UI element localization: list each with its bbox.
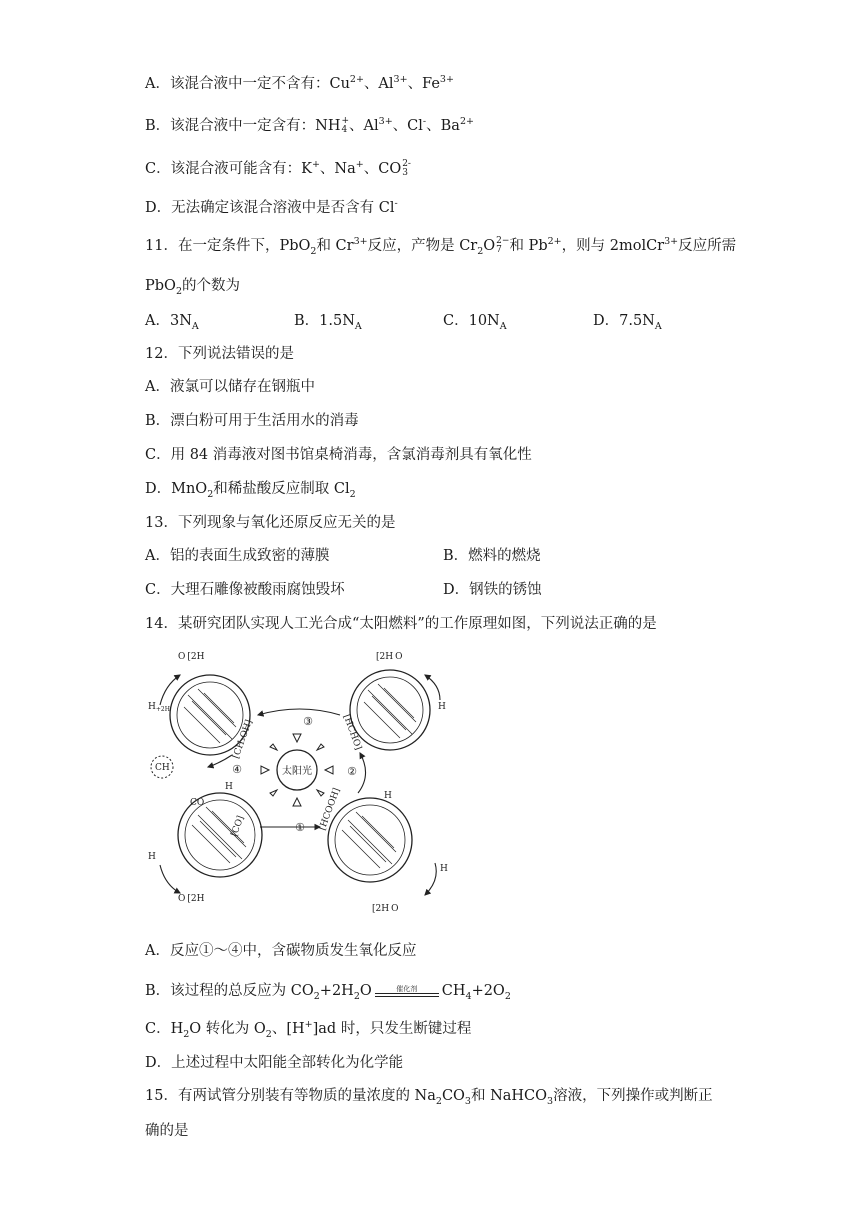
species-ch3oh: [CH₃OH] — [231, 718, 255, 761]
q14-option-a: A．反应①～④中，含碳物质发生氧化反应 — [145, 943, 417, 959]
catalyst-top-right — [350, 670, 430, 750]
q11-option-a: A．$3N_A$ — [145, 313, 199, 332]
co2-label: CO — [190, 798, 205, 808]
q13-option-c: C．大理石雕像被酸雨腐蚀毁坏 — [145, 582, 345, 598]
q10-option-d: D．无法确定该混合溶液中是否含有 Cl- — [145, 198, 398, 216]
q14-stem: 14．某研究团队实现人工光合成“太阳燃料”的工作原理如图，下列说法正确的是 — [145, 616, 657, 632]
q12-option-a: A．液氯可以储存在钢瓶中 — [145, 379, 315, 395]
h2o-label-4: H — [440, 864, 448, 874]
q11-option-b: B．$1.5N_A$ — [294, 313, 362, 332]
q13-option-d: D．钢铁的锈蚀 — [443, 582, 542, 598]
solar-fuel-diagram — [140, 645, 470, 920]
q10-option-a: A．该混合液中一定不含有：$Cu^{2+}$、$Al^{3+}$、$Fe^{3+}$ — [145, 74, 454, 92]
o2-h-label-4: [2H O — [372, 904, 399, 914]
q12-option-d: D．MnO$_2$和稀盐酸反应制取 $Cl_2$ — [145, 481, 356, 500]
sun-label: 太阳光 — [282, 766, 312, 777]
q13-stem: 13．下列现象与氧化还原反应无关的是 — [145, 515, 396, 531]
h2o-label-5: H — [225, 782, 233, 792]
q11-option-d: D．$7.5N_A$ — [593, 313, 662, 332]
step-3-label: ③ — [303, 715, 313, 728]
catalyst-bottom-right — [328, 798, 412, 882]
q14-option-b: B．该过程的总反应为 $CO_2+2H_2O$ 催化剂 $CH_4+2O_2$ — [145, 983, 511, 1002]
q15-stem: 15．有两试管分别装有等物质的量浓度的 $Na_2CO_3$和 NaHCO$_3$溶液，下列操作或判断正 — [145, 1088, 713, 1107]
o2-h-label-2: [2H O — [376, 652, 403, 662]
q13-option-b: B．燃料的燃烧 — [443, 548, 541, 564]
q15-stem-line2: 确的是 — [145, 1123, 189, 1139]
catalyst-condition: 催化剂 — [375, 985, 439, 997]
species-hcooh: [HCOOH] — [317, 786, 343, 832]
h2o-label-1: $H_{+2H}$ — [148, 702, 170, 713]
q14-option-d: D．上述过程中太阳能全部转化为化学能 — [145, 1055, 404, 1071]
ch4-label: CH — [155, 763, 170, 773]
h2o-label-2: H — [438, 702, 446, 712]
q12-stem: 12．下列说法错误的是 — [145, 346, 294, 362]
o2-h-label-3: O [2H — [178, 894, 205, 904]
q11-stem: 11．在一定条件下，PbO$_2$和 $Cr^{3+}$反应，产物是 $Cr_2O$ 2− 7 和 $Pb^{2+}$，则与 2molCr$^{3+}$反应所需 — [145, 236, 737, 257]
step-4-label: ④ — [232, 763, 242, 776]
h2o-label-3: H — [148, 852, 156, 862]
species-co: [CO] — [229, 814, 247, 839]
h2o-label-6: H — [384, 791, 392, 801]
species-hcho: [HCHO] — [340, 713, 363, 752]
q12-option-c: C．用 84 消毒液对图书馆桌椅消毒，含氯消毒剂具有氧化性 — [145, 447, 532, 463]
q11-option-c: C．$10N_A$ — [443, 313, 507, 332]
q10-option-c: C．该混合液可能含有：K+、Na+、CO 2- 3 — [145, 159, 411, 178]
sun-icon — [261, 734, 333, 806]
o2-h-label-1: O [2H — [178, 652, 205, 662]
q11-stem-line2: PbO$_2$的个数为 — [145, 278, 240, 297]
q14-option-c: C．$H_2O$ 转化为 $O_2$、[H+]ad 时，只发生断键过程 — [145, 1019, 472, 1040]
q13-option-a: A．铝的表面生成致密的薄膜 — [145, 548, 330, 564]
step-1-label: ① — [295, 821, 305, 834]
q10-option-b: B．该混合液中一定含有：NH + 4 、$Al^{3+}$、Cl-、$Ba^{2+}$ — [145, 116, 474, 135]
q12-option-b: B．漂白粉可用于生活用水的消毒 — [145, 413, 359, 429]
step-2-label: ② — [347, 765, 357, 778]
